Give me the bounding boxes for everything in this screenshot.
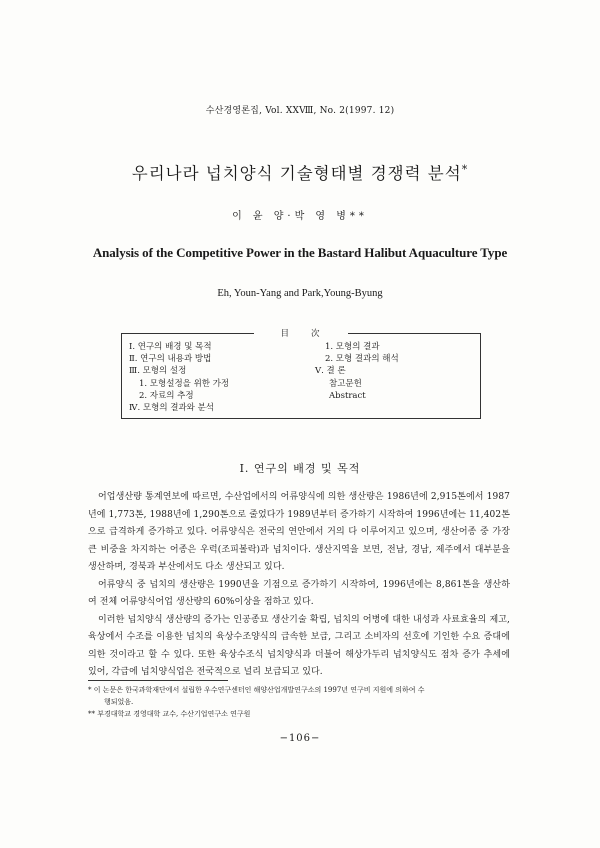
toc-item: Ⅳ. 모형의 결과와 분석 [129, 403, 214, 414]
page-number: −106− [279, 733, 321, 744]
paragraph: 어류양식 중 넙치의 생산량은 1990년을 기점으로 증가하기 시작하여, 1996년에는 8,861톤을 생산하여 전체 어류양식어업 생산량의 60%이상을 점하고 있다. [88, 579, 510, 607]
body-text [88, 489, 510, 682]
paper-title [0, 160, 600, 184]
footnote-continuation: 행되었음. [104, 698, 134, 706]
journal-header: 수산경영론집, Vol. XXⅧ, No. 2(1997. 12) [205, 106, 395, 116]
footnote: * 이 논문은 한국과학재단에서 설립한 우수연구센터인 해양산업개발연구소의 1997년 연구비 지원에 의하여 수 [88, 686, 425, 694]
footnote-divider [88, 680, 228, 681]
toc-item: 2. 자료의 추정 [139, 390, 194, 401]
toc-right-column [315, 341, 399, 402]
toc-item: 1. 모형설정을 위한 가정 [139, 378, 230, 389]
title-footnote-mark: * [461, 163, 469, 176]
toc-item: Abstract [329, 390, 366, 401]
toc-left-column [129, 341, 229, 414]
paragraph: 어업생산량 통계연보에 따르면, 수산업에서의 어류양식에 의한 생산량은 1986년에 2,915톤에서 1987년에 1,773톤, 1988년에 1,290톤으로 줄었다가 1989년부터 증가하기 시작하여 1996년에는 11,402톤으로 급격하게 증가하고 있다. 어류양식은 전국의 연안에서 거의 다 이루어지고 있으며, 생산어종 중 가장 큰 비중을 차지하는 어종은 우럭(조피볼락)과 넙치이다. 생산지역을 보면, 전남, 경남, 제주에서 대부분을 생산하며, 경북과 부산에서도 다소 생산되고 있다. [88, 492, 510, 572]
toc-item: 2. 모형 결과의 해석 [325, 354, 399, 365]
title-text: 우리나라 넙치양식 기술형태별 경쟁력 분석 [131, 164, 462, 183]
toc-item: Ⅲ. 모형의 설정 [129, 366, 187, 377]
footnote: ** 부경대학교 경영대학 교수, 수산기업연구소 연구원 [88, 710, 251, 718]
toc-item: Ⅰ. 연구의 배경 및 목적 [129, 342, 212, 352]
footnotes [88, 684, 510, 720]
authors-korean: 이 윤 양·박 영 병** [232, 211, 368, 222]
toc-heading: 目次 [122, 327, 480, 339]
toc-item: Ⅴ. 결 론 [315, 366, 346, 377]
toc-item: Ⅱ. 연구의 내용과 방법 [129, 354, 212, 365]
paper-title-english: Analysis of the Competitive Power in the Bastard Halibut Aquaculture Type [92, 245, 508, 260]
section-heading: Ⅰ. 연구의 배경 및 목적 [239, 462, 361, 475]
toc-item: 1. 모형의 결과 [325, 342, 380, 352]
paragraph: 이러한 넙치양식 생산량의 증가는 인공종묘 생산기술 확립, 넙치의 어병에 대한 내성과 사료효율의 제고, 육상에서 수조를 이용한 넙치의 육상수조양식의 급속한 보급, 그리고 소비자의 선호에 기인한 수요 증대에 의한 것이라고 할 수 있다. 또한 육상수조식 넙치양식과 더불어 해상가두리 넙치양식도 점차 증가 추세에 있어, 각급에 넙치양식업은 전국적으로 널리 보급되고 있다. [88, 614, 510, 677]
table-of-contents [121, 329, 481, 419]
authors-english: Eh, Youn-Yang and Park,Young-Byung [217, 288, 383, 299]
toc-item: 참고문헌 [329, 378, 362, 389]
